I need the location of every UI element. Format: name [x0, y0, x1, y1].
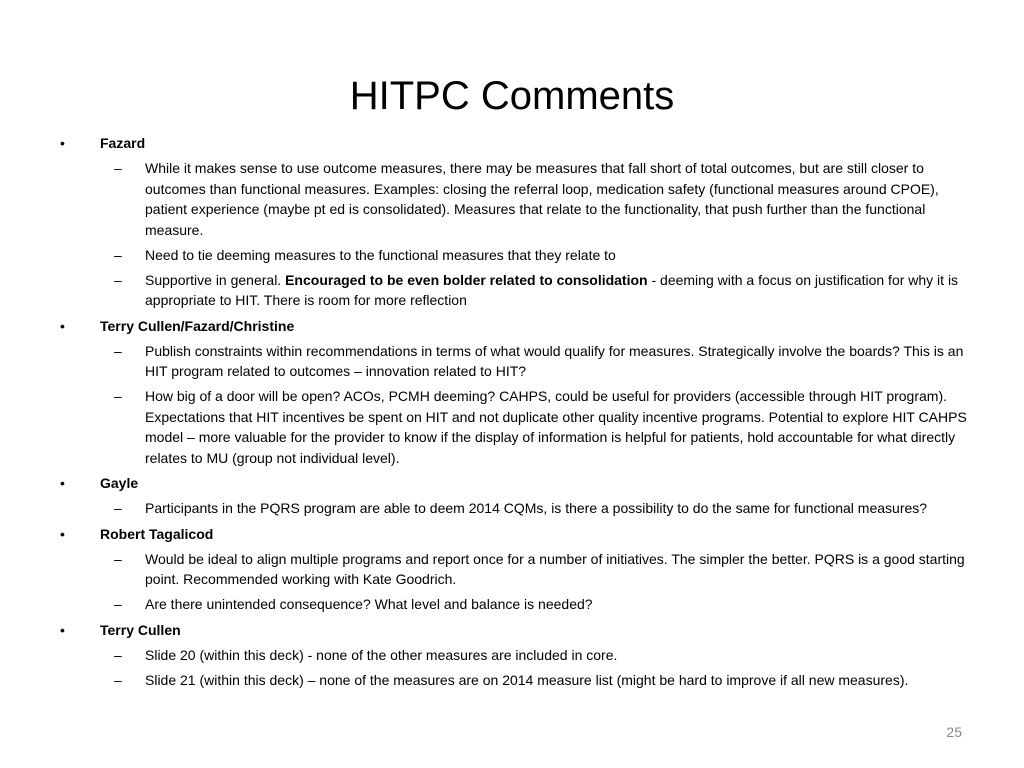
bullet-glyph: •	[60, 317, 65, 334]
comment-list	[55, 549, 970, 615]
comment-item	[55, 549, 970, 590]
comment-text-suffix: - deeming with a focus on justification for why it is appropriate to HIT. There is room for more reflection	[145, 271, 959, 308]
comment-item	[55, 270, 970, 311]
comment-list	[55, 158, 970, 311]
page-number: 25	[946, 724, 962, 740]
comment-item	[55, 498, 970, 519]
comment-text-prefix: Supportive in general.	[145, 271, 286, 288]
section-heading	[55, 620, 970, 640]
bullet-glyph: •	[60, 135, 65, 151]
section-heading	[55, 133, 970, 153]
comment-item	[55, 386, 970, 468]
section-heading	[55, 316, 970, 336]
dash-glyph: –	[114, 160, 122, 176]
dash-glyph: –	[114, 246, 122, 263]
comment-text: Slide 21 (within this deck) – none of the measures are on 2014 measure list (might be hard to improve if all new measures).	[145, 671, 909, 688]
dash-glyph: –	[114, 271, 122, 288]
section-heading	[55, 473, 970, 493]
slide-content	[55, 133, 970, 695]
comment-text: Slide 20 (within this deck) - none of the other measures are included in core.	[145, 646, 618, 663]
dash-glyph: –	[114, 342, 122, 359]
comment-text: Publish constraints within recommendations in terms of what would qualify for measures. Strategically involve the boards? This is an HIT program related to outcomes – innovation related to HIT?	[145, 342, 964, 379]
bullet-glyph: •	[60, 525, 65, 542]
comment-list	[55, 645, 970, 691]
comment-text: Participants in the PQRS program are able to deem 2014 CQMs, is there a possibility to do the same for functional measures?	[145, 500, 928, 516]
section-heading-text: Terry Cullen/Fazard/Christine	[100, 317, 295, 334]
comment-item	[55, 341, 970, 382]
section-heading-text: Robert Tagalicod	[100, 525, 214, 542]
comment-text: Would be ideal to align multiple programs and report once for a number of initiatives. The simpler the better. PQRS is a good starting point. Recommended working with Kate Goodrich.	[145, 550, 965, 587]
comment-item	[55, 245, 970, 266]
dash-glyph: –	[114, 388, 122, 404]
dash-glyph: –	[114, 500, 122, 516]
dash-glyph: –	[114, 671, 122, 688]
comment-text: How big of a door will be open? ACOs, PCMH deeming? CAHPS, could be useful for providers (accessible through HIT program). Expectations that HIT incentives be spent on HIT and not duplicate other quality incentive programs. Potential to explore HIT CAHPS model – more valuable for the provider to know if the display of information is helpful for patients, hold accountable for what directly relates to MU (group not individual level).	[145, 388, 967, 466]
section-heading-text: Gayle	[100, 475, 139, 491]
comment-text: Are there unintended consequence? What level and balance is needed?	[145, 596, 593, 612]
comment-list	[55, 341, 970, 469]
dash-glyph: –	[114, 646, 122, 663]
comment-text-emphasis: Encouraged to be even bolder related to consolidation	[285, 271, 648, 288]
slide-title: HITPC Comments	[349, 74, 675, 118]
comment-list	[55, 498, 970, 519]
dash-glyph: –	[114, 596, 122, 612]
section-heading-text: Terry Cullen	[100, 621, 181, 638]
comment-item	[55, 645, 970, 666]
section-heading	[55, 524, 970, 544]
comment-text: Need to tie deeming measures to the functional measures that they relate to	[145, 246, 616, 263]
dash-glyph: –	[114, 550, 122, 567]
section-heading-text: Fazard	[100, 135, 146, 151]
bullet-glyph: •	[60, 621, 65, 638]
bullet-glyph: •	[60, 475, 65, 491]
comment-item	[55, 594, 970, 615]
comment-item	[55, 158, 970, 240]
comment-item	[55, 670, 970, 691]
comment-text: While it makes sense to use outcome measures, there may be measures that fall short of total outcomes, but are still closer to outcomes than functional measures. Examples: closing the referral loop, medication safety (functional measures around CPOE), patient experience (maybe pt ed is consolidated). Measures that relate to the functionality, that push further than the functional measure.	[145, 160, 939, 238]
